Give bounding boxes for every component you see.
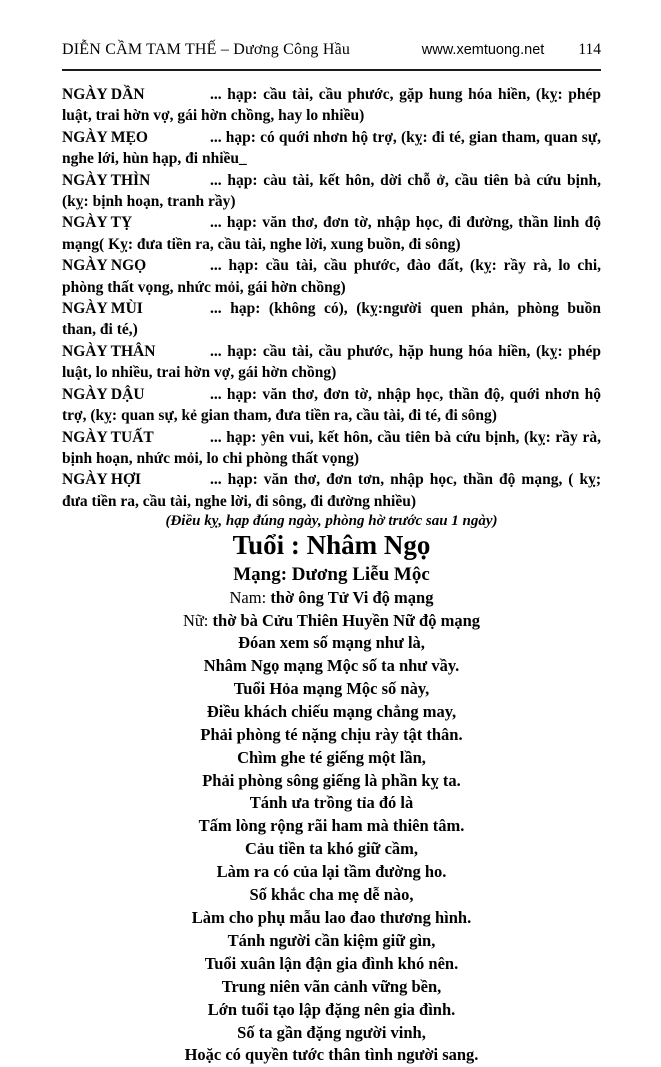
day-entry [62,255,601,298]
poem-line: Hoặc có quyền tước thân tình người sang. [184,1045,479,1065]
poem-line: Trung niên vãn cảnh vững bền, [221,976,442,996]
poem-line: Lớn tuổi tạo lập đặng nên gia đình. [207,999,456,1019]
day-name: NGÀY DẦN [62,86,145,103]
page-header [62,40,601,60]
nu-line [62,609,601,632]
day-name: NGÀY MẸO [62,128,148,146]
day-text: ... hạp: càu tài, kết hôn, dời chỗ ở, cầu tiên bà cứu bịnh, (kỵ: bịnh hoạn, tranh rầy) [62,171,601,211]
day-name: NGÀY MÙI [62,300,143,318]
poem-line: Đóan xem số mạng như là, [238,633,425,653]
day-name: NGÀY HỢI [62,471,142,489]
day-list [62,84,601,512]
book-title: DIỄN CẦM TAM THẾ – Dương Công Hầu [62,41,351,58]
poem-line: Tánh ưa trồng tỉa đó là [249,793,414,813]
day-entry [62,427,601,470]
day-text: ... hạp: cầu tài, cầu phước, gặp hung hóa hiền, (kỵ: phép luật, trai hờn vợ, gái hờn chồng, hay lo nhiều) [62,86,601,125]
day-name: NGÀY NGỌ [62,257,147,275]
poem-line: Tuổi Hỏa mạng Mộc số này, [233,678,430,698]
poem-line: Số khắc cha mẹ dễ nào, [249,885,414,905]
nam-text: thờ ông Tử Vi độ mạng [266,588,434,608]
poem-line: Tánh người cần kiệm giữ gìn, [227,930,436,950]
poem-line: Làm cho phụ mẫu lao đao thương hình. [191,908,472,927]
header-divider [62,69,601,71]
day-entry [62,469,601,512]
timing-note: (Điều kỵ, hạp đúng ngày, phòng hờ trước sau 1 ngày) [165,513,498,530]
day-entry [62,84,601,127]
poem-line: Chìm ghe té giếng một lần, [237,747,426,767]
poem-line: Điều khách chiếu mạng chẳng may, [206,701,457,721]
day-text: ... hạp: yên vui, kết hôn, cầu tiên bà cứu bịnh, (kỵ: rầy rà, bịnh hoạn, nhức mỏi, lo chi phòng thất vọng) [62,428,601,467]
poem-line: Nhâm Ngọ mạng Mộc số ta như vầy. [203,656,460,676]
day-name: NGÀY THÂN [62,342,156,360]
website-text: www.xemtuong.net [421,42,545,58]
day-text: ... hạp: văn thơ, đơn tờ, nhập học, thần độ, quới nhơn hộ trợ, (kỵ: quan sự, kẻ gian tham, đưa tiền ra, cầu tài, đi té, đi sông) [62,385,601,425]
poem-line: Số ta gần đặng người vinh, [237,1022,426,1042]
day-entry [62,170,601,213]
day-text: ... hạp: cầu tài, cầu phước, đào đất, (kỵ: rầy rà, lo chi, phòng thất vọng, nhức mỏi, gái hờn chồng) [62,257,601,296]
day-name: NGÀY DẬU [62,385,145,403]
day-entry [62,384,601,427]
day-entry [62,212,601,255]
day-text: ... hạp: (không có), (kỵ:người quen phản, phòng buồn than, đi té,) [62,300,601,339]
day-text: ... hạp: cầu tài, cầu phước, hặp hung hóa hiền, (kỵ: phép luật, lo nhiều, trai hờn vợ, gái hờn chồng) [62,342,601,382]
poem-line: Phải phòng té nặng chịu rày tật thân. [200,724,463,744]
poem-line: Tuổi xuân lận đận gia đình khó nên. [204,953,459,973]
poem-line: Làm ra có của lại tầm đường ho. [216,862,447,882]
nu-label: Nữ: [182,611,209,631]
day-text: ... hạp: văn thơ, đơn tơn, nhập học, thần độ mạng, ( kỵ; đưa tiền ra, cầu tài, nghe lời, đi sông, đi đường nhiều) [62,471,601,510]
age-title: Tuổi : Nhâm Ngọ [232,530,431,561]
fortune-poem [62,632,601,1067]
header-right [422,40,601,60]
day-text: ... hạp: có quới nhơn hộ trợ, (kỵ: đi té, gian tham, quan sự, nghe lới, hùn hạp, đi nhiều_ [62,128,601,168]
page-number: 114 [578,41,601,58]
fate-title: Mạng: Dương Liễu Mộc [233,564,430,586]
nam-label: Nam: [229,588,267,608]
day-name: NGÀY TUẤT [62,428,154,446]
nu-text: thờ bà Cửu Thiên Huyền Nữ độ mạng [208,611,481,631]
poem-line: Cảu tiền ta khó giữ cầm, [244,839,419,859]
poem-line: Phải phòng sông giếng là phần kỵ ta. [202,770,461,790]
day-entry [62,127,601,170]
day-text: ... hạp: văn thơ, đơn tờ, nhập học, đi đường, thần linh độ mạng( Kỵ: đưa tiền ra, cầu tài, nghe lời, xung buồn, đi sông) [62,214,601,253]
day-name: NGÀY TỴ [62,214,133,232]
day-name: NGÀY THÌN [62,171,151,189]
nam-line [62,586,601,609]
poem-line: Tấm lòng rộng rãi ham mà thiên tâm. [198,816,465,836]
day-entry [62,341,601,384]
day-entry [62,298,601,341]
